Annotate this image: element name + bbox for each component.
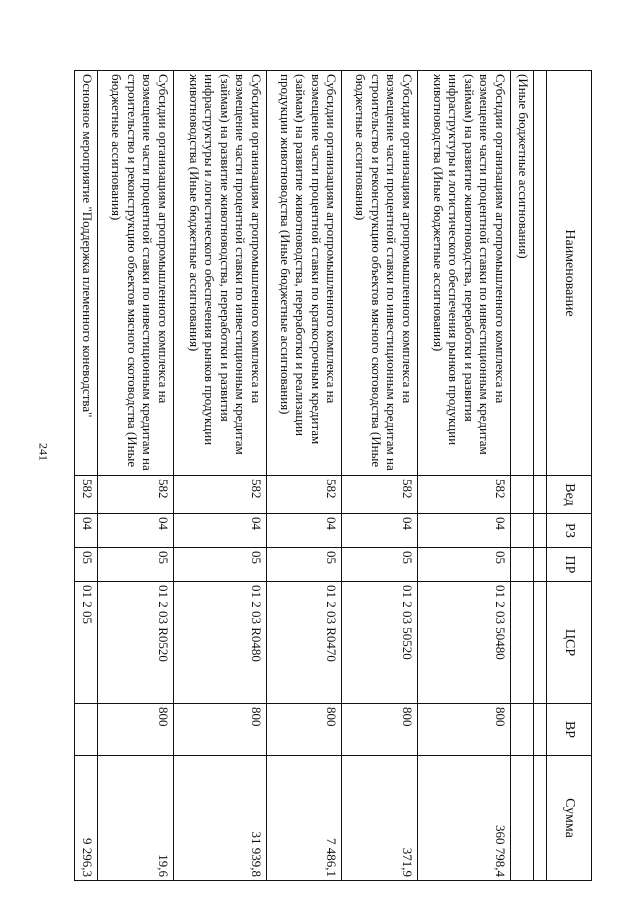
cell-vr: 800 <box>266 704 342 756</box>
cell-sum: 9 296,3 <box>75 756 98 881</box>
cell-ved: 582 <box>173 476 266 514</box>
cell-rz: 04 <box>98 514 174 548</box>
cell-csr: 01 2 03 50520 <box>342 582 418 704</box>
cell-pr: 05 <box>342 548 418 582</box>
table-row <box>173 71 266 881</box>
cell-rz: 04 <box>75 514 98 548</box>
cell-ved: 582 <box>98 476 174 514</box>
cell-pr: 05 <box>266 548 342 582</box>
table-row <box>75 71 98 881</box>
cell-ved <box>510 476 533 514</box>
cell-ved: 582 <box>342 476 418 514</box>
table-row <box>510 71 533 881</box>
header-ved: Вед <box>547 476 592 514</box>
header-spacer-row <box>534 71 547 881</box>
cell-rz <box>510 514 533 548</box>
header-rz: РЗ <box>547 514 592 548</box>
cell-vr: 800 <box>173 704 266 756</box>
cell-name: Субсидии организациям агропромышленного комплекса на возмещение части процентной ставки по инвестиционным кредитам (займам) на развитие животноводства, переработки и развития инфраструктуры и логистического обеспечения рынков продукции животноводства (Иные бюджетные ассигнования) <box>173 71 266 476</box>
header-sum: Сумма <box>547 756 592 881</box>
cell-vr: 800 <box>342 704 418 756</box>
cell-sum: 7 486,1 <box>266 756 342 881</box>
cell-ved: 582 <box>417 476 510 514</box>
cell-csr <box>510 582 533 704</box>
cell-csr: 01 2 03 R0520 <box>98 582 174 704</box>
cell-pr <box>510 548 533 582</box>
budget-table <box>74 70 592 881</box>
cell-csr: 01 2 03 R0480 <box>173 582 266 704</box>
cell-name: Субсидии организациям агропромышленного комплекса на возмещение части процентной ставки по краткосрочным кредитам (займам) на развитие животноводства, переработки и реализации продукции животноводства (Иные бюджетные ассигнования) <box>266 71 342 476</box>
cell-rz: 04 <box>342 514 418 548</box>
cell-csr: 01 2 05 <box>75 582 98 704</box>
budget-table-container <box>74 70 592 880</box>
cell-pr: 05 <box>75 548 98 582</box>
header-pr: ПР <box>547 548 592 582</box>
header-vr: ВР <box>547 704 592 756</box>
cell-vr: 800 <box>98 704 174 756</box>
cell-sum: 19,6 <box>98 756 174 881</box>
cell-csr: 01 2 03 50480 <box>417 582 510 704</box>
cell-name: Субсидии организациям агропромышленного комплекса на возмещение части процентной ставки по инвестиционным кредитам (займам) на развитие животноводства, переработки и развития инфраструктуры и логистического обеспечения рынков продукции животноводства (Иные бюджетные ассигнования) <box>417 71 510 476</box>
cell-ved: 582 <box>75 476 98 514</box>
cell-vr <box>510 704 533 756</box>
cell-vr: 800 <box>417 704 510 756</box>
cell-sum: 360 798,4 <box>417 756 510 881</box>
table-row <box>342 71 418 881</box>
cell-name: (Иные бюджетные ассигнования) <box>510 71 533 476</box>
cell-pr: 05 <box>98 548 174 582</box>
cell-sum: 371,9 <box>342 756 418 881</box>
cell-sum: 31 939,8 <box>173 756 266 881</box>
cell-name: Субсидии организациям агропромышленного комплекса на возмещение части процентной ставки по инвестиционным кредитам на строительство и реконструкцию объектов мясного скотоводства (Иные бюджетные ассигнования) <box>342 71 418 476</box>
table-row <box>417 71 510 881</box>
cell-pr: 05 <box>173 548 266 582</box>
cell-name: Основное мероприятие "Поддержка племенного коневодства" <box>75 71 98 476</box>
header-csr: ЦСР <box>547 582 592 704</box>
header-name: Наименование <box>547 71 592 476</box>
cell-pr: 05 <box>417 548 510 582</box>
cell-rz: 04 <box>173 514 266 548</box>
table-row <box>98 71 174 881</box>
cell-csr: 01 2 03 R0470 <box>266 582 342 704</box>
cell-sum <box>510 756 533 881</box>
page-number: 241 <box>36 443 51 461</box>
header-row <box>547 71 592 881</box>
cell-rz: 04 <box>417 514 510 548</box>
cell-vr <box>75 704 98 756</box>
cell-name: Субсидии организациям агропромышленного комплекса на возмещение части процентной ставки по инвестиционным кредитам на строительство и реконструкцию объектов мясного скотоводства (Иные бюджетные ассигнования) <box>98 71 174 476</box>
table-row <box>266 71 342 881</box>
cell-ved: 582 <box>266 476 342 514</box>
cell-rz: 04 <box>266 514 342 548</box>
